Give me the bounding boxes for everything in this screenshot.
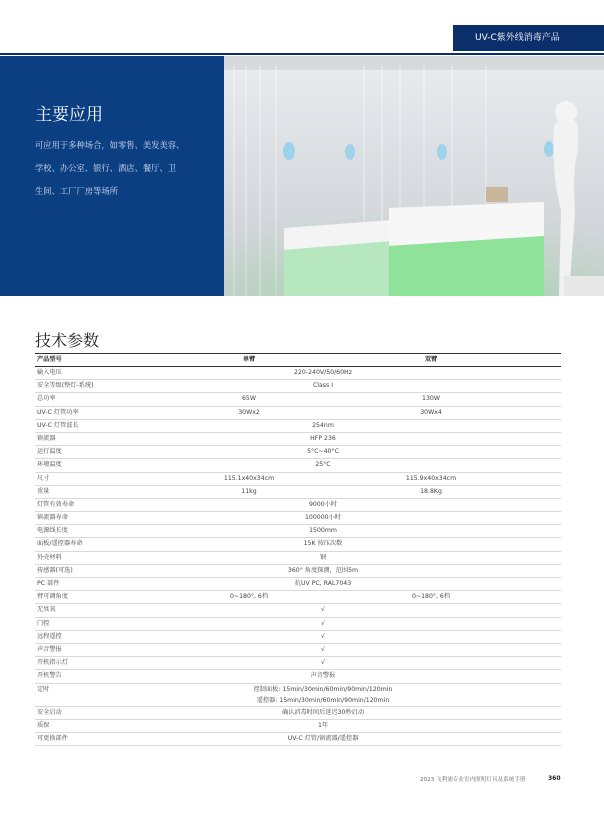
row-label: 总功率 xyxy=(37,395,56,403)
table-row xyxy=(35,393,561,406)
table-row xyxy=(35,552,561,565)
row-value: 控制面板: 15min/30min/60min/90min/120min xyxy=(253,685,393,693)
row-label: UV-C 灯管功率 xyxy=(37,408,79,416)
row-value: Class I xyxy=(312,382,334,390)
row-value-double: 130W xyxy=(422,395,440,403)
table-row xyxy=(35,486,561,499)
table-body xyxy=(35,367,561,746)
row-value: 15K 按压次数 xyxy=(303,540,343,548)
specs-table xyxy=(35,353,561,746)
row-value-double: 0~180°, 6档 xyxy=(411,593,451,601)
row-label: 镇流器寿命 xyxy=(37,514,68,522)
table-row xyxy=(35,670,561,683)
row-label: 镇流器 xyxy=(37,434,56,442)
table-row xyxy=(35,604,561,617)
table-row xyxy=(35,657,561,670)
table-row xyxy=(35,512,561,525)
row-value: 声音警报 xyxy=(310,672,336,680)
row-value: 1500mm xyxy=(309,527,337,535)
table-row xyxy=(35,591,561,604)
row-value: UV-C 灯管/镇流器/遥控器 xyxy=(287,734,359,742)
row-value: 360° 角度探测，范围5m xyxy=(287,566,359,574)
row-value: √ xyxy=(321,619,325,627)
row-label: 无臭氧 xyxy=(37,606,56,614)
table-row xyxy=(35,433,561,446)
row-value-single: 30Wx2 xyxy=(238,408,260,416)
row-value-single: 115.1x40x34cm xyxy=(223,474,275,482)
header-double: 双臂 xyxy=(424,356,438,363)
table-row xyxy=(35,565,561,578)
row-label: PC 部件 xyxy=(37,580,60,587)
page-number: 360 xyxy=(548,775,561,782)
row-label: 可更换部件 xyxy=(37,734,68,742)
hero-line: 学校、办公室、银行、酒店、餐厅、卫 xyxy=(35,163,177,173)
table-row xyxy=(35,367,561,380)
table-row xyxy=(35,459,561,472)
table-row xyxy=(35,420,561,433)
row-value: 钢 xyxy=(319,553,327,561)
hero-title: 主要应用 xyxy=(35,105,103,125)
row-value: √ xyxy=(321,632,325,640)
row-label: 尺寸 xyxy=(37,474,50,482)
row-label: 安全启动 xyxy=(37,708,62,716)
row-label: 臂可调角度 xyxy=(37,593,68,601)
table-row xyxy=(35,538,561,551)
row-value: 220-240V/50/60Hz xyxy=(294,369,352,376)
table-row xyxy=(35,499,561,512)
header-single: 单臂 xyxy=(242,356,256,363)
table-row xyxy=(35,380,561,393)
table-row xyxy=(35,707,561,720)
row-label: 重量 xyxy=(37,487,50,495)
row-value: √ xyxy=(321,645,325,653)
row-label: 门控 xyxy=(37,619,50,627)
row-label: 面板/遥控器寿命 xyxy=(37,540,83,548)
row-value-double: 30Wx4 xyxy=(420,408,442,416)
row-label: 开机指示灯 xyxy=(37,659,68,667)
row-label: 电源线长度 xyxy=(37,527,68,535)
row-value-single: 11kg xyxy=(241,487,257,495)
row-value: 1年 xyxy=(317,721,329,729)
row-label: 远程遥控 xyxy=(37,632,62,640)
row-label: UV-C 灯管波长 xyxy=(37,421,79,429)
specs-title: 技术参数 xyxy=(35,331,100,350)
row-label: 质保 xyxy=(37,721,50,729)
row-value-double: 115.9x40x34cm xyxy=(405,474,457,482)
row-label: 环境温度 xyxy=(37,461,62,469)
row-value: 100000小时 xyxy=(305,514,341,522)
row-value: 254nm xyxy=(312,421,334,429)
table-row xyxy=(35,684,561,707)
row-value: 25°C xyxy=(315,461,331,469)
row-value-single: 0~180°, 6档 xyxy=(229,593,269,601)
table-row xyxy=(35,578,561,591)
category-tab: UV-C紫外线消毒产品 xyxy=(453,25,604,51)
row-label: 外壳材料 xyxy=(37,553,62,561)
row-label: 输入电压 xyxy=(37,369,62,376)
retail-store-photo xyxy=(224,56,604,296)
footer-text: 2023 飞利浦专业室内照明灯具及系统手册 xyxy=(420,777,526,783)
table-row xyxy=(35,473,561,486)
row-value: 抗UV PC, RAL7043 xyxy=(294,580,352,587)
row-value: HFP 236 xyxy=(310,434,336,442)
row-label: 开机警告 xyxy=(37,672,62,680)
row-value: 确认消毒时间后延迟30秒启动 xyxy=(281,708,365,716)
table-row xyxy=(35,631,561,644)
row-label: 声音警报 xyxy=(37,645,62,653)
table-row xyxy=(35,644,561,657)
table-row xyxy=(35,720,561,733)
hero-line: 可应用于多种场合，如零售、美发美容、 xyxy=(35,140,185,150)
row-value-single: 65W xyxy=(242,395,256,403)
table-row xyxy=(35,733,561,746)
row-value: 5°C~40°C xyxy=(307,448,339,456)
row-label: 安全等级(整灯-系统) xyxy=(37,382,94,390)
table-row xyxy=(35,407,561,420)
row-value: √ xyxy=(321,606,325,614)
header-model: 产品型号 xyxy=(37,356,62,363)
row-label: 定时 xyxy=(37,685,50,693)
store-illustration xyxy=(224,56,604,296)
row-label: 灯管有效寿命 xyxy=(37,500,75,508)
table-row xyxy=(35,525,561,538)
row-value-double: 18.8Kg xyxy=(420,487,442,495)
hero-description xyxy=(35,134,215,203)
row-label: 运行温度 xyxy=(37,448,62,456)
table-header xyxy=(35,353,561,367)
table-row xyxy=(35,618,561,631)
header-divider xyxy=(0,53,604,55)
table-row xyxy=(35,446,561,459)
row-value: 9000小时 xyxy=(308,500,338,508)
row-value-secondary: 遥控器: 15min/30min/60min/90min/120min xyxy=(256,696,390,704)
row-value: √ xyxy=(321,659,325,667)
row-label: 传感器(可选) xyxy=(37,566,73,574)
hero-line: 生间、工厂厂房等场所 xyxy=(35,186,118,196)
